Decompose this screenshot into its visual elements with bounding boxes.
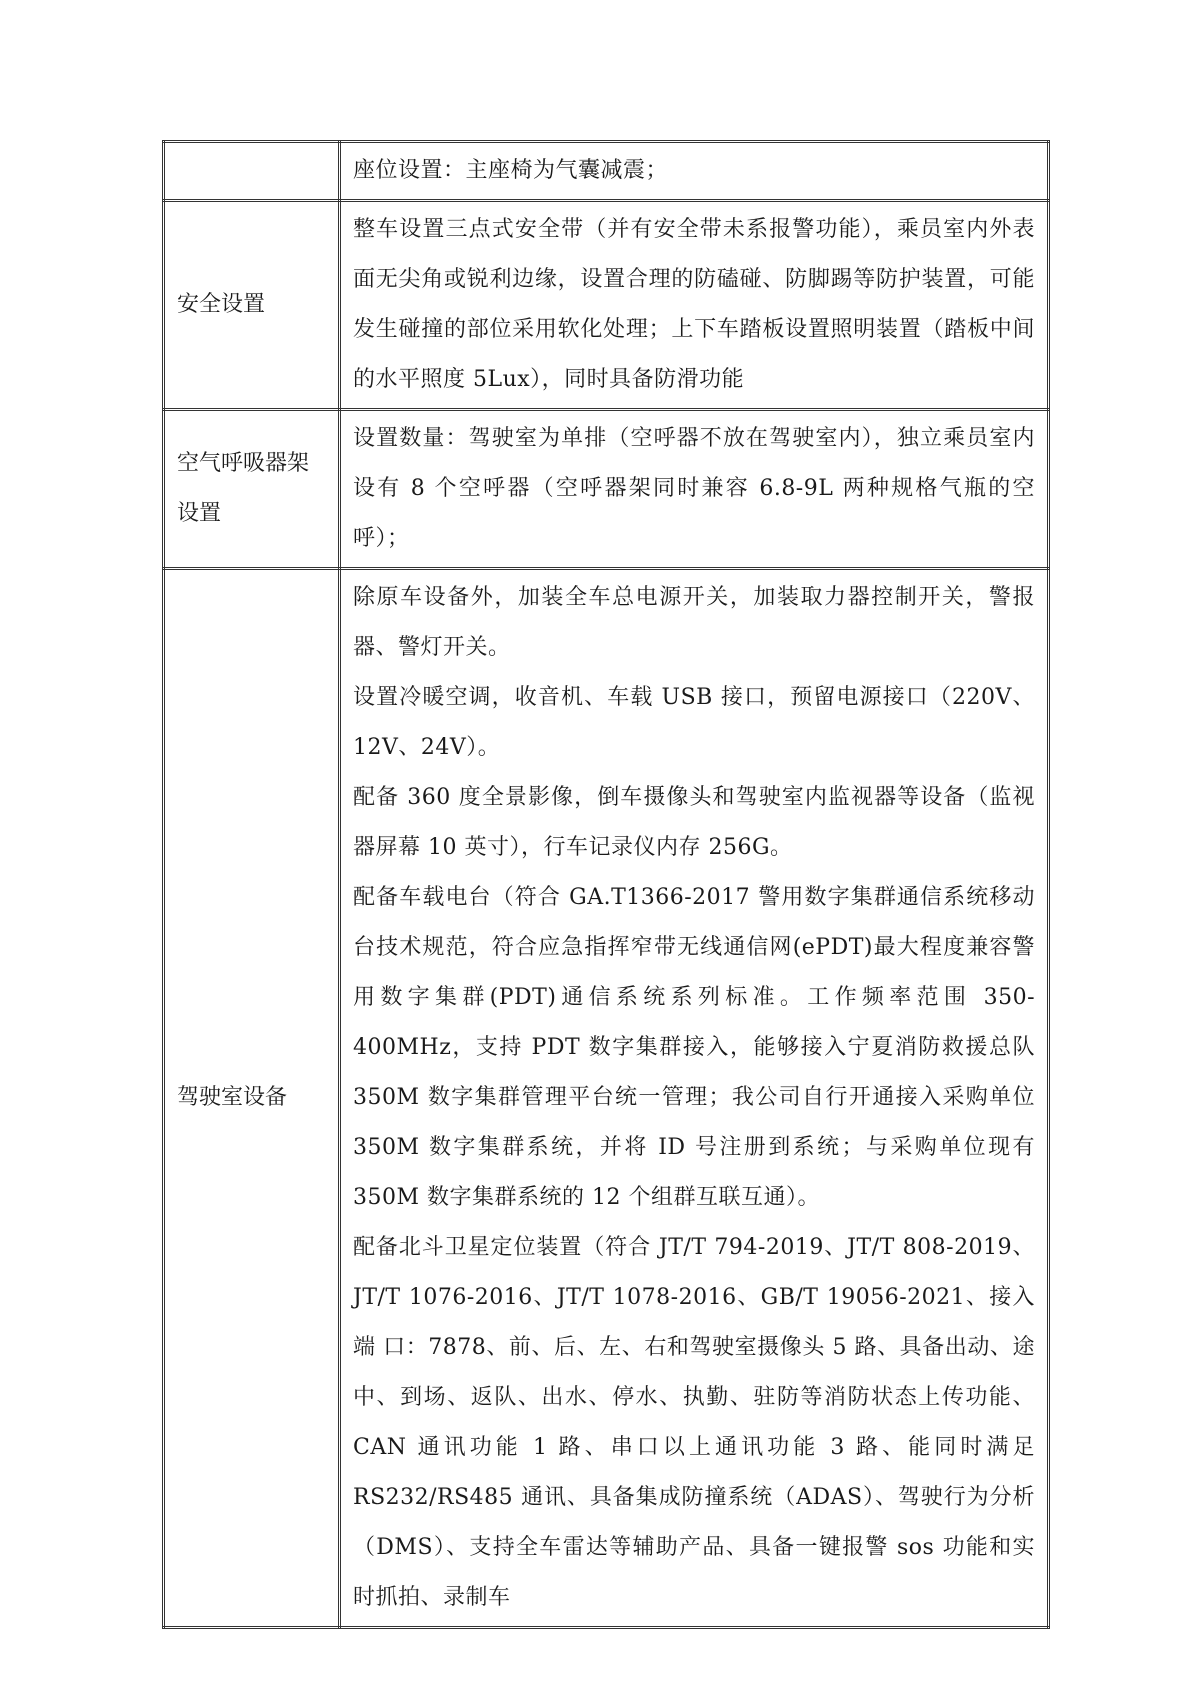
row-content [340, 142, 1049, 201]
row-label: 驾驶室设备 [164, 569, 340, 1628]
table-row [164, 569, 1049, 1628]
content-paragraph: 配备 360 度全景影像，倒车摄像头和驾驶室内监视器等设备（监视器屏幕 10 英寸），行车记录仪内存 256G。 [353, 785, 1035, 860]
content-paragraph: 设置冷暖空调，收音机、车载 USB 接口，预留电源接口（220V、12V、24V）。 [353, 685, 1035, 760]
row-label [164, 142, 340, 201]
row-content [340, 410, 1049, 569]
spec-table [162, 140, 1050, 1629]
row-label: 安全设置 [164, 201, 340, 410]
table-row [164, 142, 1049, 201]
row-content [340, 201, 1049, 410]
row-content [340, 569, 1049, 1628]
content-paragraph: 整车设置三点式安全带（并有安全带未系报警功能），乘员室内外表面无尖角或锐利边缘，设置合理的防磕碰、防脚踢等防护装置，可能发生碰撞的部位采用软化处理；上下车踏板设置照明装置（踏板中间的水平照度 5Lux），同时具备防滑功能 [353, 217, 1035, 392]
row-label: 空气呼吸器架设置 [164, 410, 340, 569]
content-paragraph: 设置数量：驾驶室为单排（空呼器不放在驾驶室内），独立乘员室内设有 8 个空呼器（空呼器架同时兼容 6.8-9L 两种规格气瓶的空呼）； [353, 426, 1035, 551]
content-paragraph: 座位设置：主座椅为气囊减震； [353, 158, 669, 183]
table-row [164, 410, 1049, 569]
table-row [164, 201, 1049, 410]
content-paragraph: 配备车载电台（符合 GA.T1366-2017 警用数字集群通信系统移动台技术规范，符合应急指挥窄带无线通信网(ePDT)最大程度兼容警用数字集群(PDT)通信系统系列标准。工作频率范围 350-400MHz，支持 PDT 数字集群接入，能够接入宁夏消防救援总队 350M 数字集群管理平台统一管理；我公司自行开通接入采购单位 350M 数字集群系统，并将 ID 号注册到系统；与采购单位现有 350M 数字集群系统的 12 个组群互联互通）。 [353, 885, 1035, 1210]
content-paragraph: 配备北斗卫星定位装置（符合 JT/T 794-2019、JT/T 808-2019、JT/T 1076-2016、JT/T 1078-2016、GB/T 19056-2021、接入端 口：7878、前、后、左、右和驾驶室摄像头 5 路、具备出动、途中、到场、返队、出水、停水、执勤、驻防等消防状态上传功能、CAN 通讯功能 1 路、串口以上通讯功能 3 路、能同时满足 RS232/RS485 通讯、具备集成防撞系统（ADAS）、驾驶行为分析（DMS）、支持全车雷达等辅助产品、具备一键报警 sos 功能和实时抓拍、录制车 [353, 1235, 1035, 1610]
content-paragraph: 除原车设备外，加装全车总电源开关，加装取力器控制开关，警报器、警灯开关。 [353, 585, 1035, 660]
